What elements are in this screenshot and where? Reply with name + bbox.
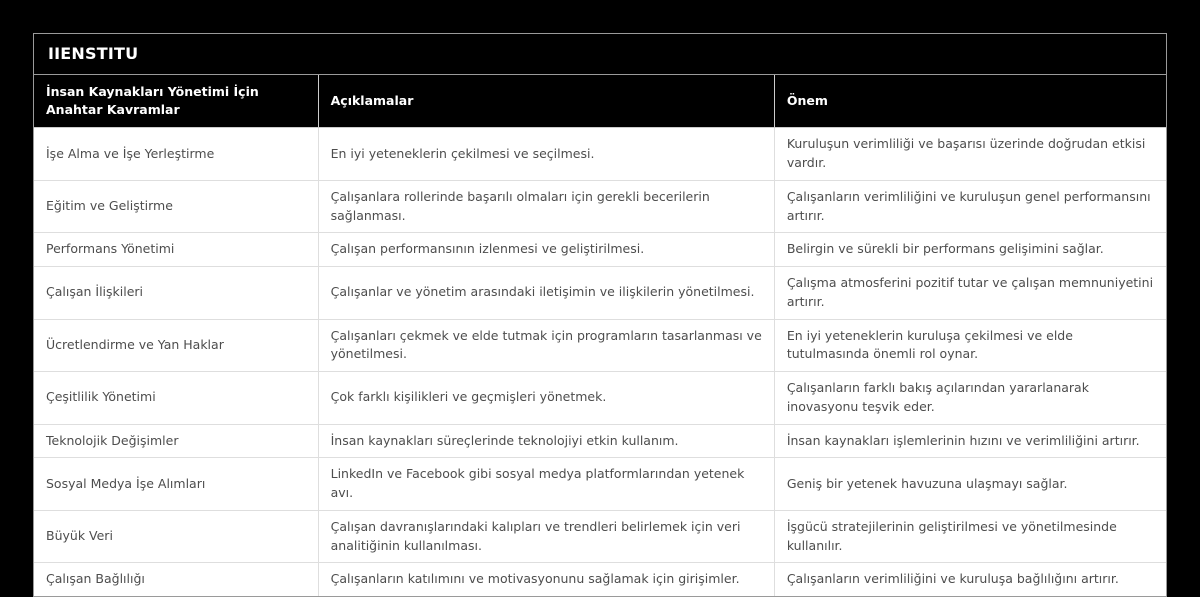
table-row — [34, 128, 1166, 181]
concept-cell: Performans Yönetimi — [34, 233, 318, 267]
description-cell: Çalışanları çekmek ve elde tutmak için programların tasarlanması ve yönetilmesi. — [318, 319, 774, 372]
description-cell: Çalışanlara rollerinde başarılı olmaları için gerekli becerilerin sağlanması. — [318, 180, 774, 233]
concept-cell: Teknolojik Değişimler — [34, 424, 318, 458]
description-cell: Çalışan performansının izlenmesi ve geliştirilmesi. — [318, 233, 774, 267]
table-row — [34, 319, 1166, 372]
table-row — [34, 267, 1166, 320]
description-cell: Çalışanlar ve yönetim arasındaki iletişimin ve ilişkilerin yönetilmesi. — [318, 267, 774, 320]
concept-cell: Ücretlendirme ve Yan Haklar — [34, 319, 318, 372]
table-row — [34, 233, 1166, 267]
column-header-descriptions: Açıklamalar — [318, 75, 774, 128]
concept-cell: Çalışan İlişkileri — [34, 267, 318, 320]
hr-concepts-table-card — [33, 33, 1167, 597]
header-row — [34, 75, 1166, 128]
importance-cell: Çalışma atmosferini pozitif tutar ve çalışan memnuniyetini artırır. — [774, 267, 1166, 320]
concept-cell: Çeşitlilik Yönetimi — [34, 372, 318, 425]
description-cell: Çok farklı kişilikleri ve geçmişleri yönetmek. — [318, 372, 774, 425]
table-row — [34, 372, 1166, 425]
table-row — [34, 563, 1166, 596]
importance-cell: Çalışanların farklı bakış açılarından yararlanarak inovasyonu teşvik eder. — [774, 372, 1166, 425]
brand-title: IIENSTITU — [34, 34, 1166, 75]
description-cell: İnsan kaynakları süreçlerinde teknolojiyi etkin kullanım. — [318, 424, 774, 458]
importance-cell: Belirgin ve sürekli bir performans gelişimini sağlar. — [774, 233, 1166, 267]
importance-cell: Geniş bir yetenek havuzuna ulaşmayı sağlar. — [774, 458, 1166, 511]
concept-cell: İşe Alma ve İşe Yerleştirme — [34, 128, 318, 181]
importance-cell: İşgücü stratejilerinin geliştirilmesi ve yönetilmesinde kullanılır. — [774, 510, 1166, 563]
column-header-importance: Önem — [774, 75, 1166, 128]
hr-concepts-table — [34, 75, 1166, 596]
description-cell: LinkedIn ve Facebook gibi sosyal medya platformlarından yetenek avı. — [318, 458, 774, 511]
importance-cell: İnsan kaynakları işlemlerinin hızını ve verimliliğini artırır. — [774, 424, 1166, 458]
concept-cell: Çalışan Bağlılığı — [34, 563, 318, 596]
table-row — [34, 510, 1166, 563]
table-row — [34, 458, 1166, 511]
concept-cell: Büyük Veri — [34, 510, 318, 563]
table-row — [34, 180, 1166, 233]
importance-cell: En iyi yeteneklerin kuruluşa çekilmesi ve elde tutulmasında önemli rol oynar. — [774, 319, 1166, 372]
description-cell: En iyi yeteneklerin çekilmesi ve seçilmesi. — [318, 128, 774, 181]
concept-cell: Sosyal Medya İşe Alımları — [34, 458, 318, 511]
table-row — [34, 424, 1166, 458]
column-header-concepts: İnsan Kaynakları Yönetimi İçin Anahtar Kavramlar — [34, 75, 318, 128]
importance-cell: Çalışanların verimliliğini ve kuruluşa bağlılığını artırır. — [774, 563, 1166, 596]
concept-cell: Eğitim ve Geliştirme — [34, 180, 318, 233]
importance-cell: Çalışanların verimliliğini ve kuruluşun genel performansını artırır. — [774, 180, 1166, 233]
description-cell: Çalışan davranışlarındaki kalıpları ve trendleri belirlemek için veri analitiğinin kullanılması. — [318, 510, 774, 563]
description-cell: Çalışanların katılımını ve motivasyonunu sağlamak için girişimler. — [318, 563, 774, 596]
importance-cell: Kuruluşun verimliliği ve başarısı üzerinde doğrudan etkisi vardır. — [774, 128, 1166, 181]
